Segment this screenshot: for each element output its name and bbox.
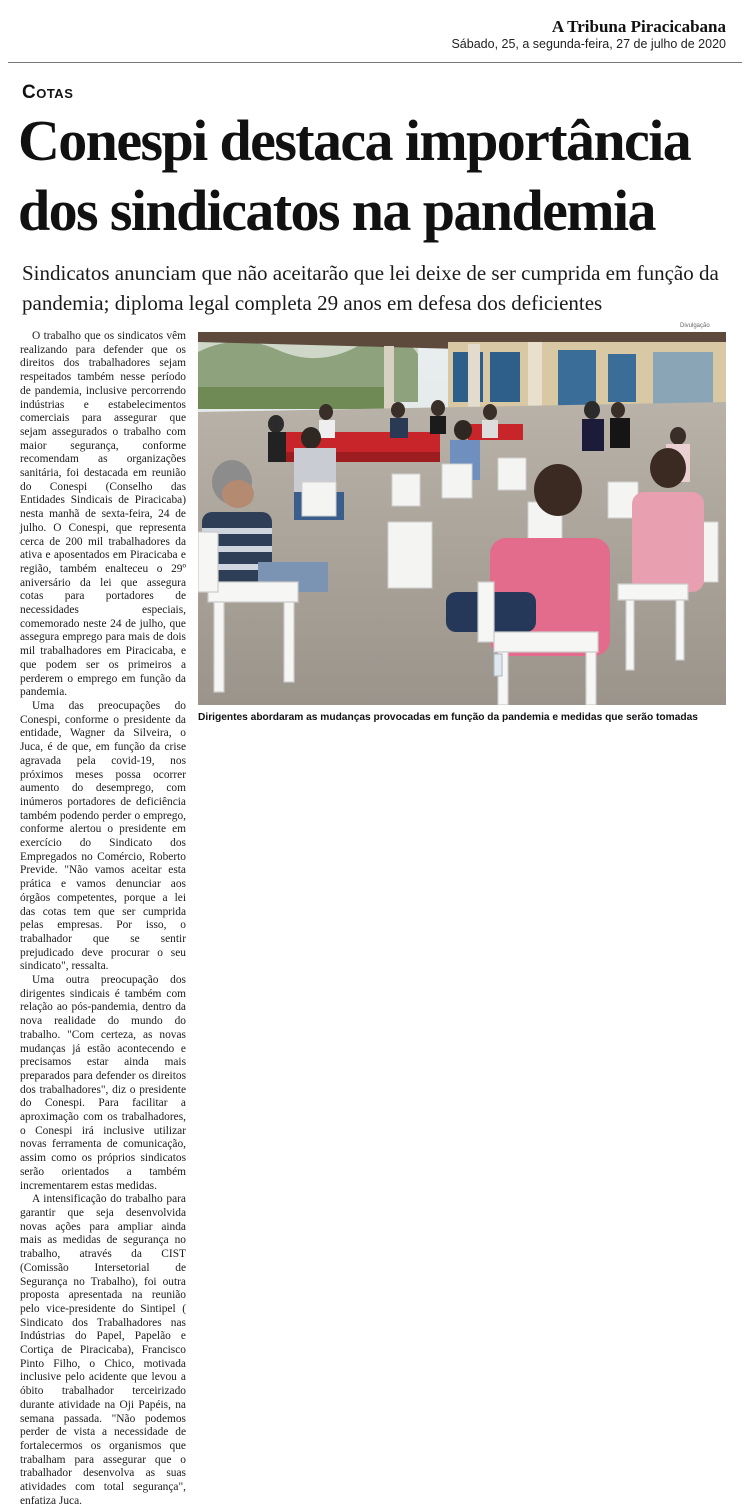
body-paragraph: Uma das preocupações do Conespi, conforme o presidente da entidade, Wagner da Silveira, o Juca, é de que, em função da crise agravada pela covid-19, nos próximos meses possa ocorrer aumento do desemprego, com inúmeros portadores de deficiência também podendo perder o emprego, conforme alertou o presidente em exercício do Sindicato dos Empregados no Comércio, Roberto Previde. "Não vamos aceitar esta prática e vamos denunciar aos órgãos competentes, porque a lei das cotas tem que ser cumprida pelas empresas. Por isso, o trabalhador que se sentir prejudicado deve procurar o seu sindicato", ressalta. [20,699,186,973]
photo-credit: Divulgação [680,323,710,329]
header-rule [8,62,742,63]
section-kicker: Cotas [22,82,74,103]
masthead [440,18,726,52]
meeting-photo-illustration [198,332,726,705]
body-paragraph: O trabalho que os sindicatos vêm realizando para defender que os direitos dos trabalhadores sejam respeitados também nesse período de pandemia, inclusive percorrendo indústrias e estabelecimentos comerciais para assegurar que sejam assegurados o trabalho com maior segurança, conforme recomendam as organizações sanitária, foi destacada em reunião do Conespi (Conselho das Entidades Sindicais de Piracicaba) nesta manhã de sexta-feira, 24 de julho. O Conespi, que representa cerca de 200 mil trabalhadores da ativa e aposentados em Piracicaba e região, também enalteceu o 29º aniversário da lei que assegura cotas para portadores de necessidades especiais, comemorado neste 24 de julho, que assegura emprego para mais de dois mil trabalhadores em Piracicaba, e que podem ser os primeiros a perderem o emprego em função da pandemia. [20,330,186,699]
body-paragraph: A intensificação do trabalho para garantir que seja desenvolvida novas ações para ampliar ainda mais as medidas de segurança no trabalho, através da CIST (Comissão Intersetorial de Segurança no Trabalho), foi outra proposta apresentada na reunião pelo vice-presidente do Sintipel ( Sindicato dos Trabalhadores nas Indústrias do Papel, Papelão e Cortiça de Piracicaba), Francisco Pinto Filho, o Chico, motivada inclusive pelo acidente que levou a óbito trabalhador terceirizado durante atividade na Oji Papéis, na semana passada. "Não podemos perder de vista a necessidade de fortalecermos os organismos que trabalham para assegurar que o trabalhador desenvolva as suas atividades com total segurança", enfatiza Juca. [20,1193,186,1507]
body-paragraph: Uma outra preocupação dos dirigentes sindicais é também com relação ao pós-pandemia, dentro da nova realidade do mundo do trabalho. "Com certeza, as novas mudanças já estão acontecendo e precisamos estar ainda mais preparados para defender os direitos dos trabalhadores", diz o presidente do Conespi. Para facilitar a aproximação com os trabalhadores, o Conespi irá inclusive utilizar novas ferramenta de comunicação, assim como os próprios sindicatos serão orientados a também incrementarem estas medidas. [20,974,186,1192]
edition-date: Sábado, 25, a segunda-feira, 27 de julho de 2020 [451,37,726,51]
subheadline: Sindicatos anunciam que não aceitarão que lei deixe de ser cumprida em função da pandemia; diploma legal completa 29 anos em defesa dos deficientes [22,261,719,315]
article-body [20,330,186,1508]
photo-caption: Dirigentes abordaram as mudanças provocadas em função da pandemia e medidas que serão tomadas [198,712,698,723]
newspaper-name: A Tribuna Piracicabana [551,17,726,36]
headline: Conespi destaca importância dos sindicatos na pandemia [18,108,691,243]
meeting-photo [198,332,726,705]
